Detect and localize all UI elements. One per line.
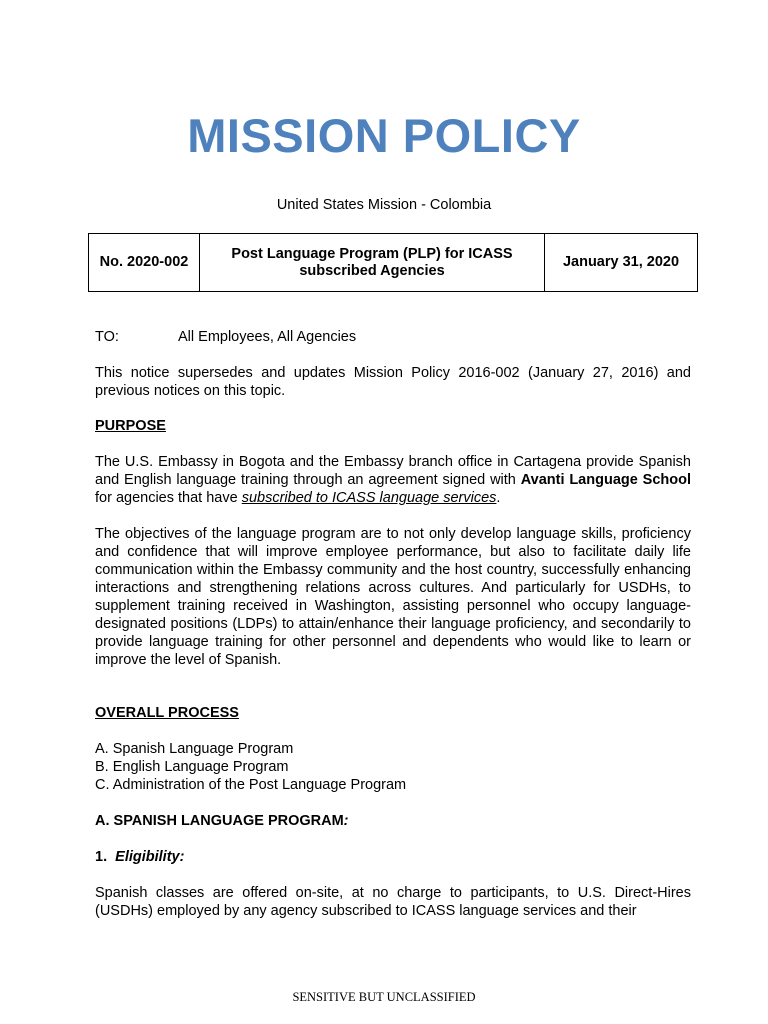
eligibility-paragraph: Spanish classes are offered on-site, at no charge to participants, to U.S. Direct-Hires (USDHs) employed by any agency subscribed to ICASS language services and their <box>95 885 691 919</box>
purpose-heading: PURPOSE <box>95 418 166 434</box>
overall-process-list <box>95 740 691 794</box>
purpose-p1-text: The U.S. Embassy in Bogota and the Embassy branch office in Cartagena provide Spanish and English language training through an agreement signed with <box>95 454 691 488</box>
page-subtitle: United States Mission - Colombia <box>276 197 492 213</box>
policy-number: No. 2020-002 <box>89 234 200 292</box>
classification-footer: SENSITIVE BUT UNCLASSIFIED <box>292 990 476 1004</box>
purpose-p1-end: . <box>496 490 501 506</box>
purpose-paragraph-1 <box>95 453 691 507</box>
to-line <box>95 328 691 346</box>
section-a-heading <box>95 812 691 830</box>
policy-subject: Post Language Program (PLP) for ICASS subscribed Agencies <box>200 234 545 292</box>
document-body <box>95 328 691 920</box>
purpose-p1-text-2: for agencies that have <box>95 490 242 506</box>
policy-header-table <box>88 233 698 292</box>
supersedes-paragraph: This notice supersedes and updates Mission Policy 2016-002 (January 27, 2016) and previous notices on this topic. <box>95 365 691 399</box>
section-a-colon: : <box>343 813 349 829</box>
eligibility-heading <box>95 848 691 866</box>
list-item: B. English Language Program <box>95 759 289 775</box>
list-item: A. Spanish Language Program <box>95 741 294 757</box>
eligibility-number: 1. <box>95 849 108 865</box>
list-item: C. Administration of the Post Language Program <box>95 777 407 793</box>
eligibility-title: Eligibility: <box>115 849 185 865</box>
section-a-title: A. SPANISH LANGUAGE PROGRAM <box>95 813 344 829</box>
to-label: TO: <box>95 329 119 345</box>
policy-date: January 31, 2020 <box>545 234 698 292</box>
to-value: All Employees, All Agencies <box>178 329 357 345</box>
icass-services-link[interactable]: subscribed to ICASS language services <box>241 490 497 506</box>
page-title: MISSION POLICY <box>187 109 581 162</box>
avanti-school-name: Avanti Language School <box>520 472 691 488</box>
purpose-paragraph-2: The objectives of the language program are to not only develop language skills, proficiency and confidence that will improve employee performance, but also to facilitate daily life communication within the Embassy community and the host country, successfully enhancing interactions and strengthening relations across cultures. And particularly for USDHs, to supplement training received in Washington, assisting personnel who occupy language-designated positions (LDPs) to attain/enhance their language proficiency, and secondarily to provide language training for other personnel and dependents who would like to learn or improve the level of Spanish. <box>95 526 691 668</box>
overall-process-heading: OVERALL PROCESS <box>95 705 239 721</box>
